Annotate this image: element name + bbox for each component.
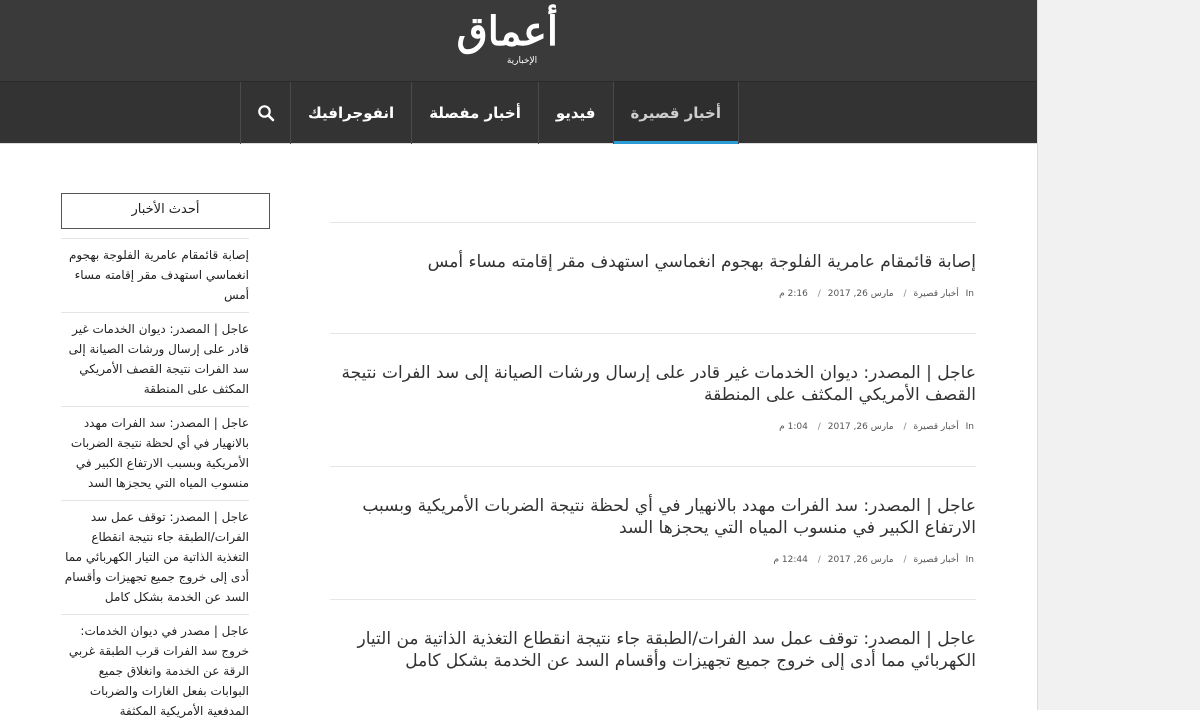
post-in-label: In: [965, 289, 974, 299]
post-meta: In أخبار قصيرة/ مارس 26, 2017/ 1:04 م: [779, 422, 974, 432]
sidebar-title: أحدث الأخبار: [61, 193, 270, 229]
post-date: مارس 26, 2017: [827, 555, 894, 565]
search-button[interactable]: [240, 82, 290, 144]
sidebar-news-link[interactable]: عاجل | مصدر في ديوان الخدمات: خروج سد الفرات قرب الطبقة غربي الرقة عن الخدمة وانغلاق جميع البوابات بفعل الغارات والضربات المدفعية الأمريكية المكثفة: [61, 614, 249, 728]
nav-menu: [240, 82, 739, 144]
post-in-label: In: [965, 555, 974, 565]
post-date: مارس 26, 2017: [827, 289, 894, 299]
post-title-link[interactable]: عاجل | المصدر: ديوان الخدمات غير قادر على إرسال ورشات الصيانة إلى سد الفرات نتيجة القصف الأمريكي المكثف على المنطقة: [341, 363, 976, 405]
nav-item-video[interactable]: فيديو: [538, 82, 613, 144]
posts-feed: [330, 222, 976, 722]
sidebar-news-link[interactable]: عاجل | المصدر: سد الفرات مهدد بالانهيار في أي لحظة نتيجة الضربات الأمريكية وبسبب الارتفاع الكبير في منسوب المياه التي يحجزها السد: [61, 406, 249, 500]
latest-news-list: [61, 238, 249, 728]
post-title-link[interactable]: إصابة قائمقام عامرية الفلوجة بهجوم انغماسي استهدف مقر إقامته مساء أمس: [427, 252, 976, 272]
main-navigation: [0, 82, 1037, 144]
post-time: 1:04 م: [779, 422, 808, 432]
site-header: [0, 0, 1037, 82]
post-category-link[interactable]: أخبار قصيرة: [913, 289, 959, 299]
post-title-link[interactable]: عاجل | المصدر: توقف عمل سد الفرات/الطبقة جاء نتيجة انقطاع التغذية الذاتية من التيار الكهربائي مما أدى إلى خروج جميع تجهيزات وأقسام السد عن الخدمة بشكل كامل: [357, 629, 976, 671]
sidebar-news-link[interactable]: عاجل | المصدر: توقف عمل سد الفرات/الطبقة جاء نتيجة انقطاع التغذية الذاتية من التيار الكهربائي مما أدى إلى خروج جميع تجهيزات وأقسام السد عن الخدمة بشكل كامل: [61, 500, 249, 614]
sidebar-news-link[interactable]: إصابة قائمقام عامرية الفلوجة بهجوم انغماسي استهدف مقر إقامته مساء أمس: [61, 238, 249, 312]
nav-item-short-news[interactable]: أخبار قصيرة: [613, 82, 739, 144]
post-title-link[interactable]: عاجل | المصدر: سد الفرات مهدد بالانهيار في أي لحظة نتيجة الضربات الأمريكية وبسبب الارتفاع الكبير في منسوب المياه التي يحجزها السد: [362, 496, 976, 538]
scroll-gutter: [1037, 0, 1200, 710]
post-entry: [330, 333, 976, 466]
site-logo[interactable]: [456, 8, 558, 76]
search-icon: [257, 104, 275, 122]
nav-item-infographic[interactable]: انفوجرافيك: [290, 82, 411, 144]
nav-item-detailed-news[interactable]: أخبار مفصلة: [411, 82, 538, 144]
post-meta: In أخبار قصيرة/ مارس 26, 2017/ 12:44 م: [773, 555, 974, 565]
post-meta: In أخبار قصيرة/ مارس 26, 2017/ 2:16 م: [779, 289, 974, 299]
logo-text: أعماق: [456, 8, 558, 55]
post-category-link[interactable]: أخبار قصيرة: [913, 555, 959, 565]
post-category-link[interactable]: أخبار قصيرة: [913, 422, 959, 432]
post-date: مارس 26, 2017: [827, 422, 894, 432]
logo-subtitle: الإخبارية: [506, 56, 538, 66]
post-entry: [330, 466, 976, 599]
post-entry: [330, 599, 976, 722]
post-entry: [330, 222, 976, 333]
post-time: 12:44 م: [773, 555, 808, 565]
post-in-label: In: [965, 422, 974, 432]
post-time: 2:16 م: [779, 289, 808, 299]
sidebar-news-link[interactable]: عاجل | المصدر: ديوان الخدمات غير قادر على إرسال ورشات الصيانة إلى سد الفرات نتيجة القصف الأمريكي المكثف على المنطقة: [61, 312, 249, 406]
